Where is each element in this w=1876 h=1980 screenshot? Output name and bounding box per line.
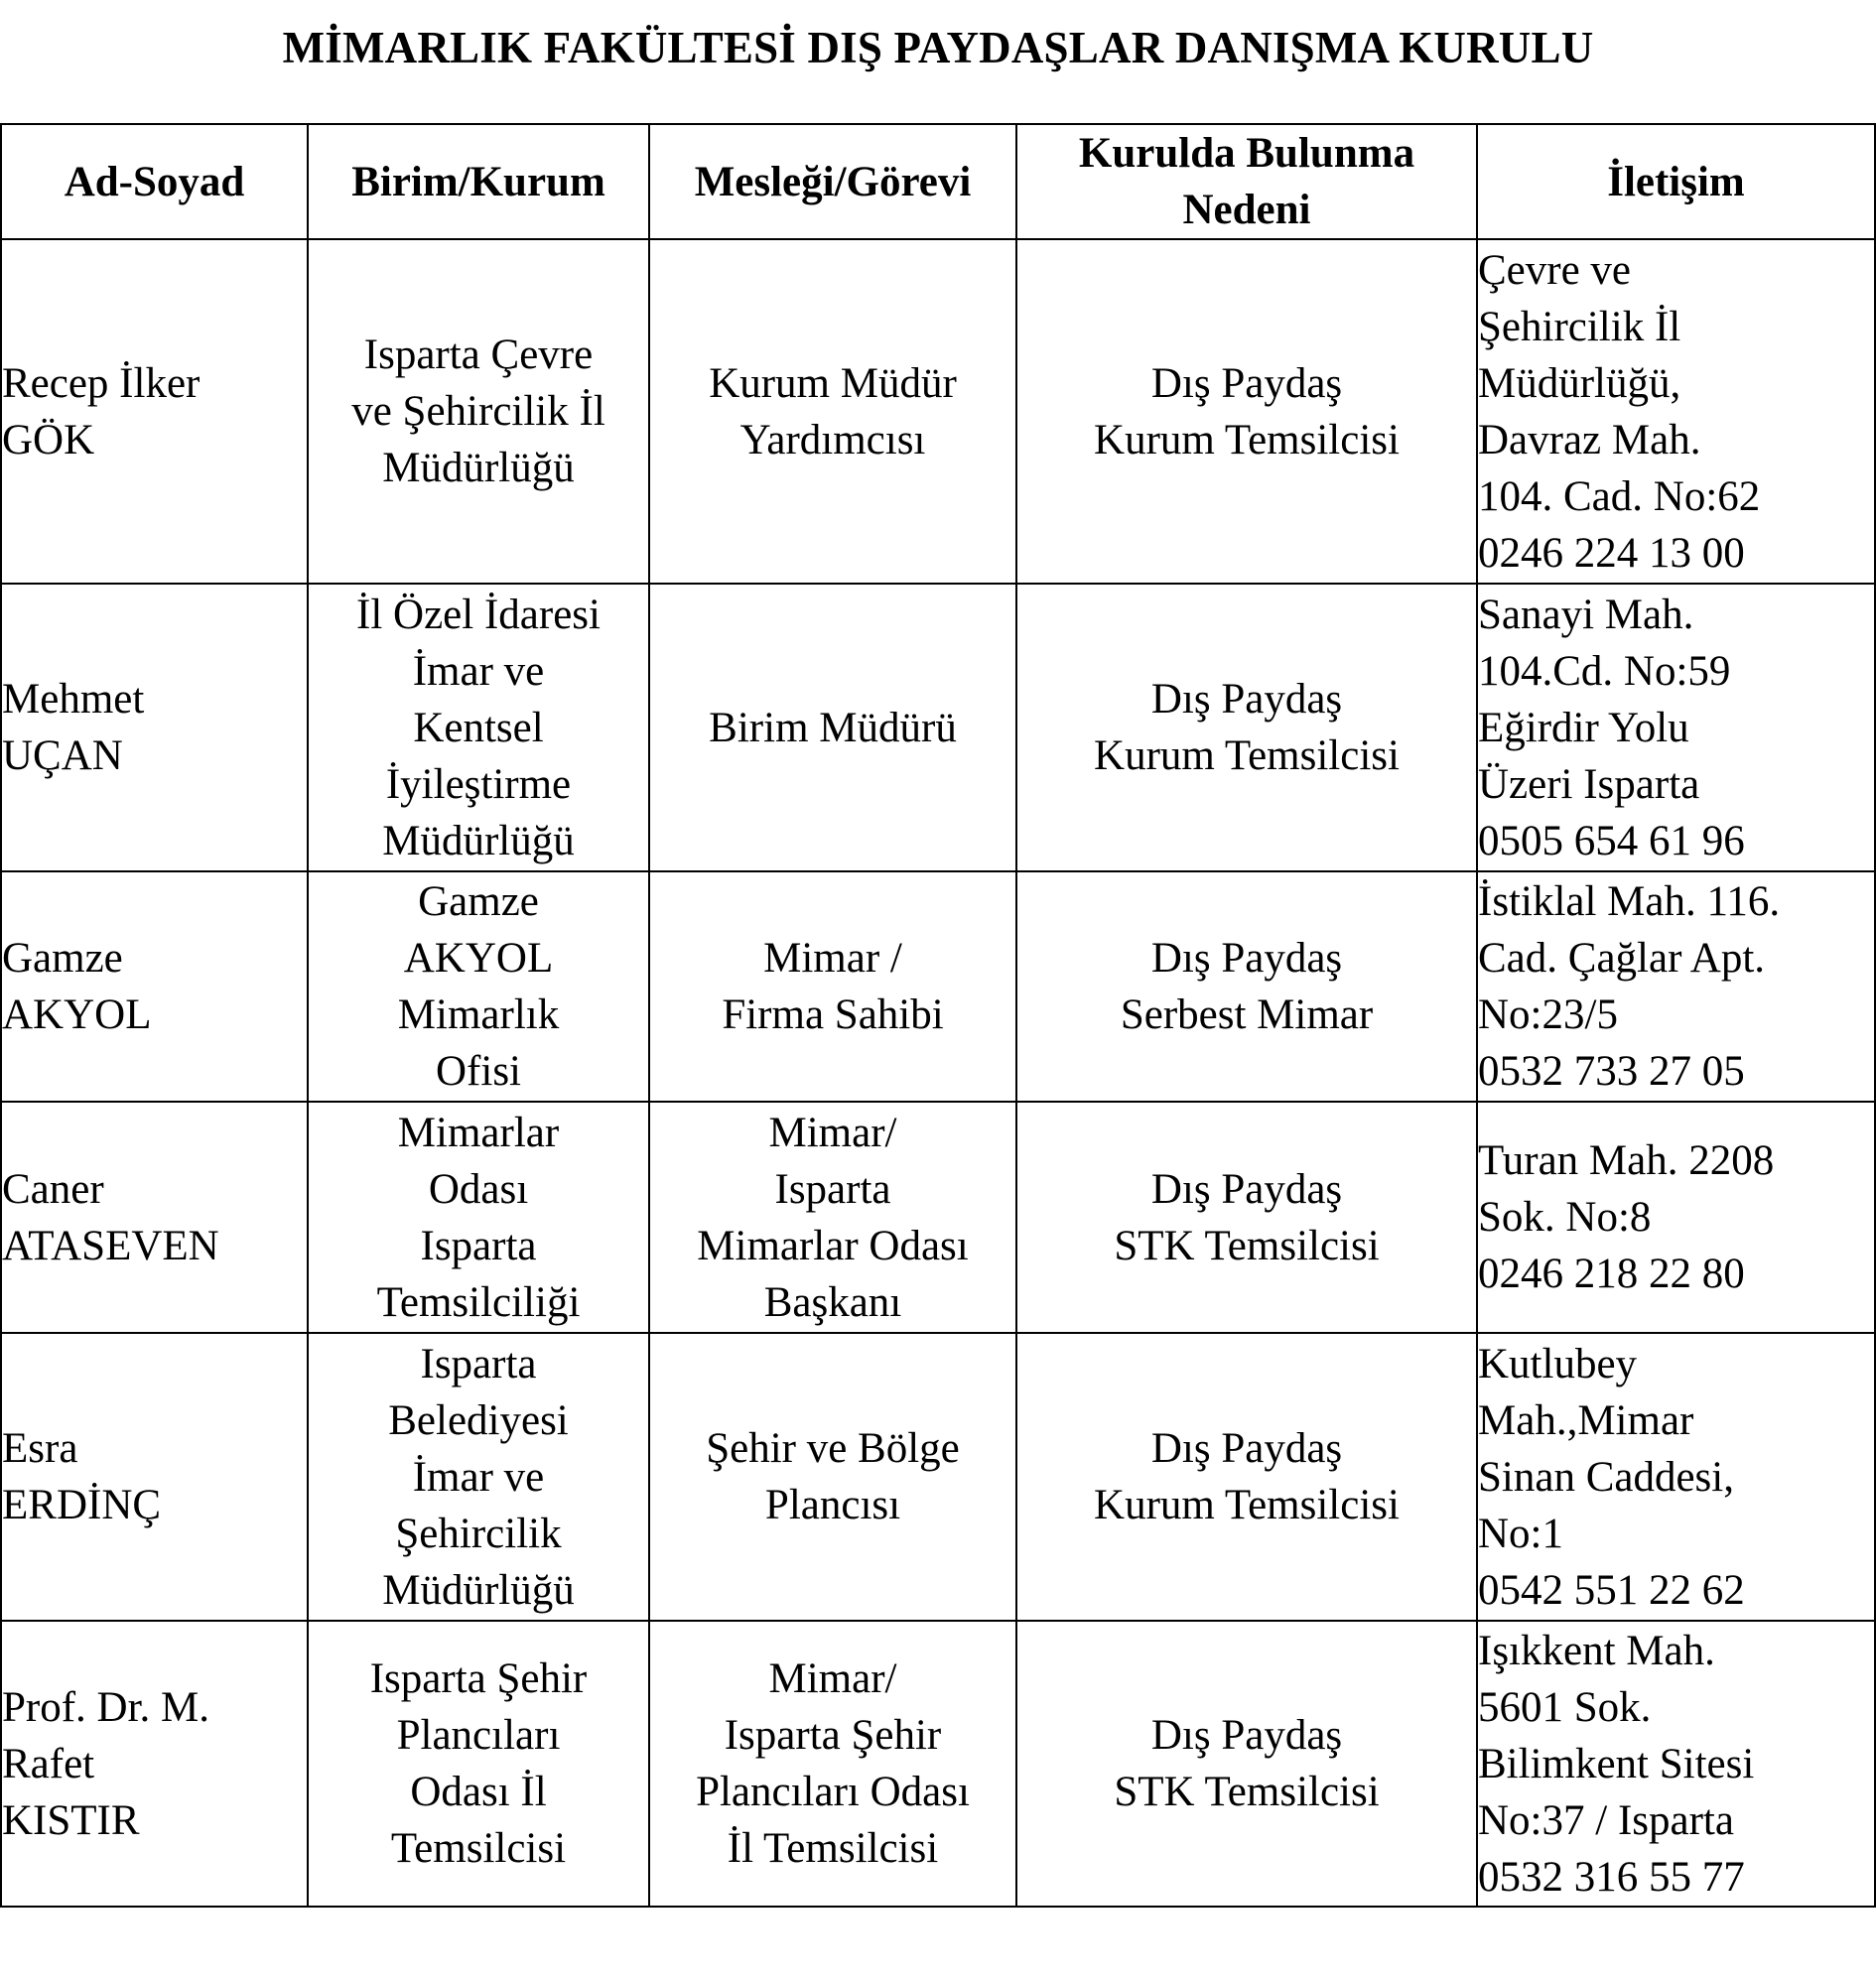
header-profession: Mesleği/Görevi	[649, 124, 1016, 239]
cell-line: Sok. No:8	[1478, 1194, 1652, 1241]
cell-reason	[1016, 871, 1477, 1102]
cell-unit	[308, 584, 649, 871]
cell-line: Isparta Şehir	[369, 1655, 588, 1702]
cell-contact	[1477, 1333, 1875, 1621]
header-reason-line: Nedeni	[1182, 187, 1311, 233]
table-row	[1, 1102, 1875, 1333]
cell-reason	[1016, 239, 1477, 584]
cell-line: No:23/5	[1478, 991, 1618, 1038]
cell-line: Sinan Caddesi,	[1478, 1453, 1734, 1501]
cell-line: Plancıları Odası	[696, 1769, 970, 1815]
cell-contact	[1477, 1102, 1875, 1333]
page-title: MİMARLIK FAKÜLTESİ DIŞ PAYDAŞLAR DANIŞMA KURULU	[282, 23, 1594, 72]
header-reason	[1016, 124, 1477, 239]
cell-line: Sanayi Mah.	[1478, 591, 1694, 638]
cell-line: Müdürlüğü	[382, 445, 575, 491]
cell-line: Isparta	[420, 1222, 537, 1269]
cell-line: 104.Cd. No:59	[1478, 647, 1731, 695]
cell-name	[1, 239, 308, 584]
cell-name	[1, 1102, 308, 1333]
cell-unit	[308, 1621, 649, 1907]
cell-line: Müdürlüğü,	[1478, 359, 1681, 407]
cell-line: Ofisi	[436, 1048, 521, 1095]
cell-line: Birim Müdürü	[709, 704, 957, 751]
cell-line: Esra	[2, 1425, 78, 1472]
cell-line: Işıkkent Mah.	[1478, 1627, 1715, 1674]
cell-line: GÖK	[2, 416, 95, 463]
cell-profession	[649, 871, 1016, 1102]
cell-line: Dış Paydaş	[1150, 935, 1343, 982]
cell-line: Dış Paydaş	[1150, 1712, 1343, 1759]
cell-line: Isparta	[774, 1165, 891, 1213]
cell-line: AKYOL	[2, 991, 152, 1038]
cell-line: Bilimkent Sitesi	[1478, 1740, 1755, 1787]
table-row	[1, 1621, 1875, 1907]
cell-line: Plancısı	[764, 1482, 901, 1528]
cell-line: 0532 733 27 05	[1478, 1048, 1745, 1095]
table-row	[1, 584, 1875, 871]
cell-line: ERDİNÇ	[2, 1482, 162, 1528]
cell-line: 0246 218 22 80	[1478, 1251, 1745, 1297]
cell-line: Müdürlüğü	[382, 1566, 575, 1614]
cell-line: Cad. Çağlar Apt.	[1478, 935, 1766, 982]
cell-name	[1, 1621, 308, 1907]
cell-line: Davraz Mah.	[1478, 416, 1701, 463]
cell-contact	[1477, 1621, 1875, 1907]
cell-name	[1, 1333, 308, 1621]
cell-line: Mah.,Mimar	[1478, 1396, 1694, 1444]
cell-line: Çevre ve	[1478, 246, 1632, 294]
cell-line: Üzeri Isparta	[1478, 760, 1700, 808]
cell-line: Temsilciliği	[376, 1278, 581, 1326]
cell-line: Kurum Temsilcisi	[1094, 1482, 1400, 1528]
cell-line: Isparta	[420, 1340, 537, 1387]
cell-contact	[1477, 239, 1875, 584]
cell-line: ATASEVEN	[2, 1222, 219, 1269]
cell-reason	[1016, 1102, 1477, 1333]
cell-line: Plancıları	[396, 1712, 561, 1759]
cell-line: Mimarlar	[397, 1109, 560, 1156]
cell-profession	[649, 1621, 1016, 1907]
cell-line: Gamze	[418, 878, 539, 925]
advisory-board-table	[0, 123, 1876, 1908]
cell-line: Şehircilik İl	[1478, 303, 1681, 350]
cell-line: Dış Paydaş	[1150, 1165, 1343, 1213]
header-unit: Birim/Kurum	[308, 124, 649, 239]
cell-profession	[649, 1333, 1016, 1621]
cell-line: Mimar/	[768, 1655, 897, 1702]
cell-profession	[649, 1102, 1016, 1333]
cell-line: Temsilcisi	[390, 1825, 567, 1872]
cell-profession	[649, 584, 1016, 871]
cell-unit	[308, 871, 649, 1102]
cell-unit	[308, 1102, 649, 1333]
cell-line: Şehir ve Bölge	[706, 1425, 960, 1472]
cell-line: İmar ve	[412, 647, 545, 695]
cell-reason	[1016, 1621, 1477, 1907]
cell-line: Eğirdir Yolu	[1478, 704, 1689, 751]
cell-reason	[1016, 584, 1477, 871]
cell-line: Prof. Dr. M.	[2, 1683, 210, 1731]
cell-line: No:1	[1478, 1510, 1563, 1557]
cell-unit	[308, 239, 649, 584]
cell-line: KISTIR	[2, 1796, 140, 1844]
cell-line: Turan Mah. 2208	[1478, 1137, 1775, 1184]
cell-line: Odası	[428, 1165, 529, 1213]
cell-line: Dış Paydaş	[1150, 359, 1343, 407]
cell-line: İl Temsilcisi	[727, 1825, 939, 1872]
table-header-row	[1, 124, 1875, 239]
cell-line: Caner	[2, 1165, 104, 1213]
cell-line: Mimar/	[768, 1109, 897, 1156]
header-name: Ad-Soyad	[1, 124, 308, 239]
table-row	[1, 239, 1875, 584]
cell-line: 0505 654 61 96	[1478, 817, 1745, 864]
cell-line: Başkanı	[763, 1278, 902, 1326]
cell-line: İyileştirme	[385, 760, 572, 808]
header-reason-line: Kurulda Bulunma	[1078, 130, 1415, 177]
cell-unit	[308, 1333, 649, 1621]
cell-line: Mimarlık	[397, 991, 560, 1038]
cell-line: Isparta Şehir	[724, 1712, 942, 1759]
cell-line: No:37 / Isparta	[1478, 1796, 1734, 1844]
cell-line: Belediyesi	[388, 1396, 569, 1444]
cell-line: Mehmet	[2, 676, 145, 723]
table-row	[1, 1333, 1875, 1621]
cell-line: Müdürlüğü	[382, 817, 575, 864]
cell-line: AKYOL	[403, 935, 554, 982]
cell-line: İstiklal Mah. 116.	[1478, 878, 1781, 925]
cell-line: 5601 Sok.	[1478, 1683, 1652, 1731]
cell-line: ve Şehircilik İl	[351, 388, 605, 435]
cell-line: Mimar /	[763, 935, 902, 982]
cell-line: 0532 316 55 77	[1478, 1853, 1745, 1901]
cell-line: Kutlubey	[1478, 1340, 1638, 1387]
cell-line: Kurum Temsilcisi	[1094, 416, 1400, 463]
table-row	[1, 871, 1875, 1102]
cell-name	[1, 584, 308, 871]
cell-line: Kurum Müdür	[709, 359, 957, 407]
cell-line: Dış Paydaş	[1150, 676, 1343, 723]
cell-line: Şehircilik	[395, 1510, 562, 1557]
cell-line: Dış Paydaş	[1150, 1425, 1343, 1472]
cell-line: 104. Cad. No:62	[1478, 472, 1761, 520]
cell-reason	[1016, 1333, 1477, 1621]
cell-line: 0542 551 22 62	[1478, 1566, 1745, 1614]
cell-line: STK Temsilcisi	[1114, 1769, 1380, 1815]
header-contact: İletişim	[1477, 124, 1875, 239]
cell-line: Odası İl	[410, 1769, 547, 1815]
cell-name	[1, 871, 308, 1102]
cell-line: Serbest Mimar	[1120, 991, 1374, 1038]
cell-contact	[1477, 871, 1875, 1102]
cell-line: STK Temsilcisi	[1114, 1222, 1380, 1269]
cell-line: Kentsel	[413, 704, 544, 751]
cell-line: Kurum Temsilcisi	[1094, 732, 1400, 779]
cell-line: İmar ve	[412, 1453, 545, 1501]
cell-line: Recep İlker	[2, 359, 201, 407]
cell-profession	[649, 239, 1016, 584]
cell-contact	[1477, 584, 1875, 871]
cell-line: İl Özel İdaresi	[356, 591, 601, 638]
cell-line: Yardımcısı	[739, 416, 926, 463]
cell-line: Rafet	[2, 1740, 95, 1787]
cell-line: Isparta Çevre	[363, 331, 594, 378]
cell-line: 0246 224 13 00	[1478, 529, 1745, 577]
cell-line: UÇAN	[2, 732, 123, 779]
cell-line: Gamze	[2, 935, 123, 982]
cell-line: Firma Sahibi	[722, 991, 944, 1038]
cell-line: Mimarlar Odası	[697, 1222, 969, 1269]
